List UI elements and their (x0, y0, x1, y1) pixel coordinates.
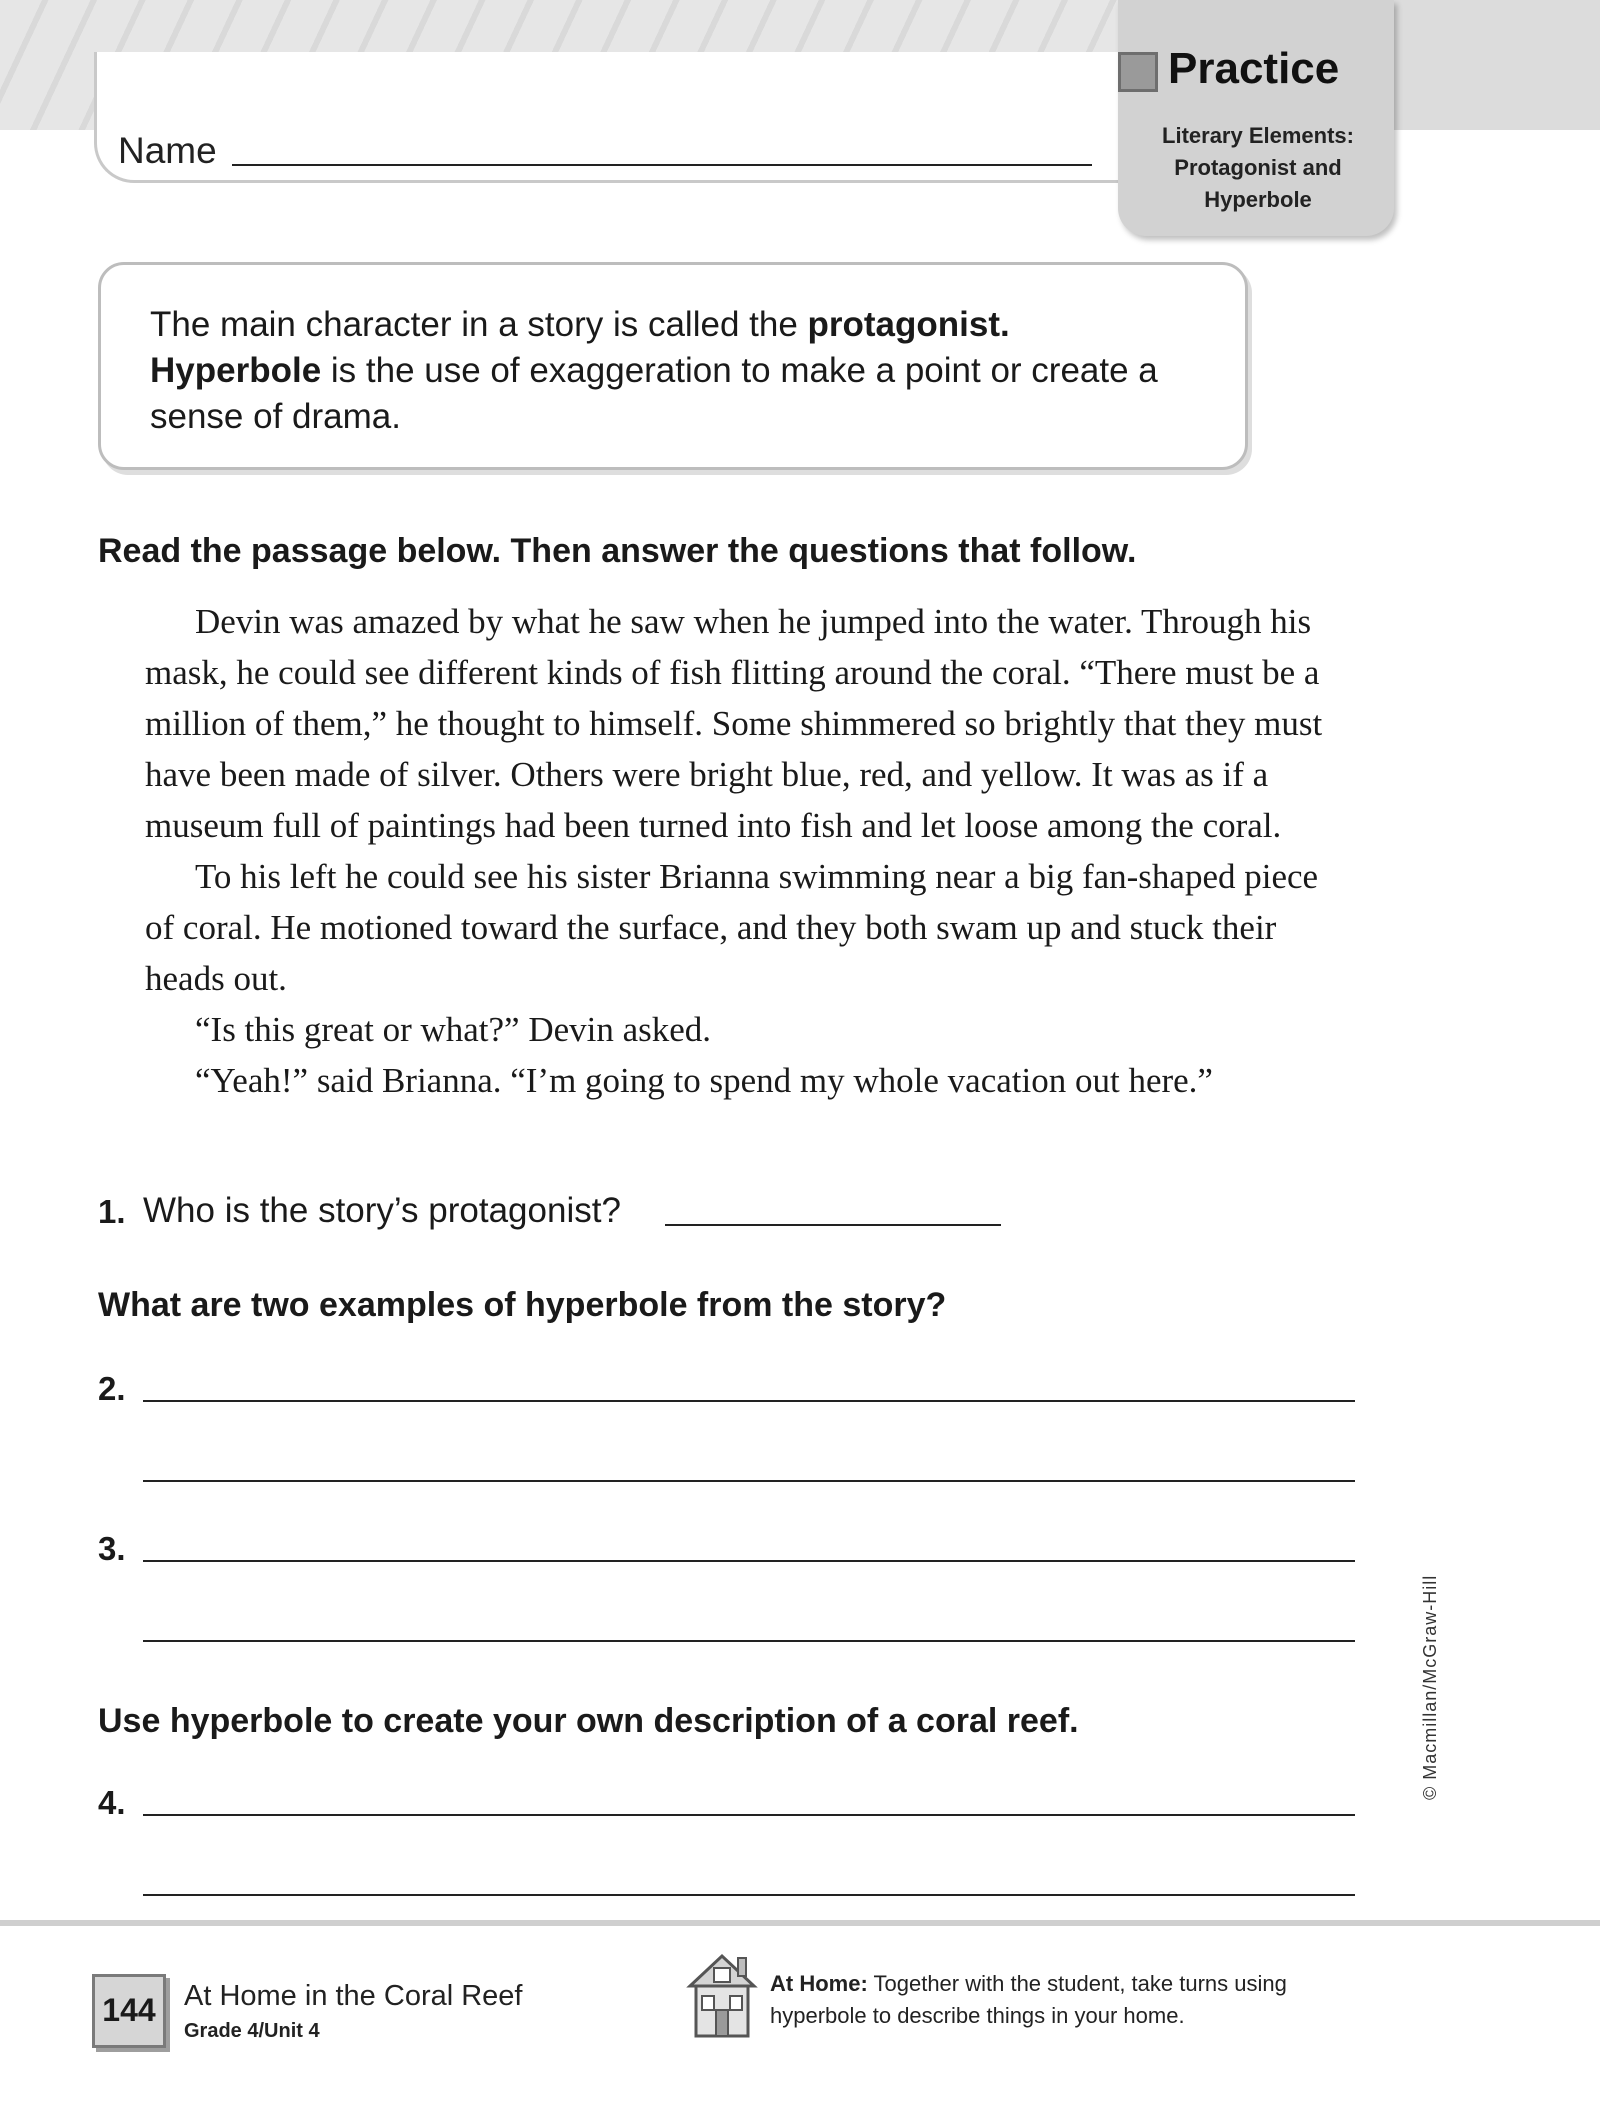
question-3-number: 3. (98, 1530, 126, 1567)
name-label: Name (118, 130, 217, 171)
question-1-text: Who is the story’s protagonist? (143, 1191, 621, 1230)
question-4-number: 4. (98, 1784, 126, 1821)
practice-subtitle (1130, 120, 1386, 216)
footer-divider (0, 1920, 1600, 1926)
question-3-answer-line-2[interactable] (143, 1640, 1355, 1642)
passage-paragraph-2: To his left he could see his sister Brianna swimming near a big fan-shaped piece of coral. He motioned toward the surface, and they both swam up and stuck their heads out. (145, 857, 1319, 998)
passage-paragraph-4: “Yeah!” said Brianna. “I’m going to spend my whole vacation out here.” (195, 1061, 1213, 1100)
at-home-note (770, 1968, 1330, 2032)
footer-grade: Grade 4/Unit 4 (184, 2020, 320, 2042)
passage-paragraph-1: Devin was amazed by what he saw when he jumped into the water. Through his mask, he could see different kinds of fish flitting around the coral. “There must be a million of them,” he thought to himself. Some shimmered so brightly that they must have been made of silver. Others were bright blue, red, and yellow. It was as if a museum full of paintings had been turned into fish and let loose among the coral. (145, 602, 1323, 845)
top-decorative-band-right (1380, 0, 1600, 130)
question-4-answer-line-2[interactable] (143, 1894, 1355, 1896)
passage-paragraph-3: “Is this great or what?” Devin asked. (195, 1010, 712, 1049)
house-icon (682, 1944, 762, 2044)
question-2-answer-line-2[interactable] (143, 1480, 1355, 1482)
definition-line1-text: The main character in a story is called the (150, 305, 808, 344)
story-passage (145, 596, 1325, 1106)
copyright-notice: © Macmillan/McGraw-Hill (1420, 1574, 1440, 1800)
question-2-answer-line-1[interactable] (143, 1400, 1355, 1402)
question-2-number: 2. (98, 1370, 126, 1407)
definition-line2-text: is the use of exaggeration to make a point or create a sense of drama. (150, 351, 1158, 436)
definition-term-hyperbole: Hyperbole (150, 351, 322, 390)
footer-title: At Home in the Coral Reef (184, 1980, 523, 2012)
instructions-heading: Read the passage below. Then answer the questions that follow. (98, 532, 1137, 570)
name-answer-line[interactable] (232, 164, 1092, 166)
practice-subtitle-line-1: Literary Elements: (1162, 123, 1354, 148)
definition-text (150, 302, 1210, 440)
hyperbole-heading: What are two examples of hyperbole from the story? (98, 1286, 947, 1324)
practice-subtitle-line-2: Protagonist and (1174, 155, 1342, 180)
description-heading: Use hyperbole to create your own description of a coral reef. (98, 1702, 1079, 1740)
definition-term-protagonist: protagonist. (807, 305, 1010, 344)
question-4-answer-line-1[interactable] (143, 1814, 1355, 1816)
practice-title: Practice (1168, 44, 1340, 93)
question-1-answer-line[interactable] (665, 1224, 1001, 1226)
at-home-text: Together with the student, take turns using hyperbole to describe things in your home. (770, 1971, 1287, 2028)
page-number: 144 (92, 1974, 166, 2048)
at-home-label: At Home: (770, 1971, 868, 1996)
practice-subtitle-line-3: Hyperbole (1204, 187, 1312, 212)
question-3-answer-line-1[interactable] (143, 1560, 1355, 1562)
question-1-number: 1. (98, 1193, 126, 1230)
practice-square-icon (1118, 52, 1158, 92)
